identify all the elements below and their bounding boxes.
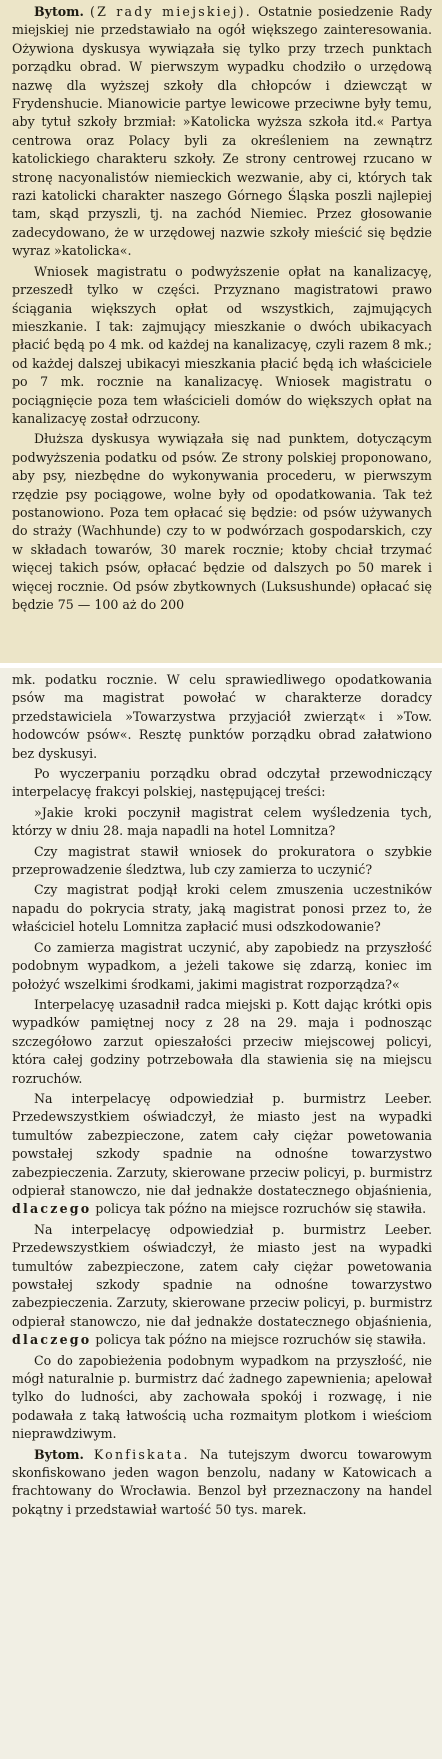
article-header: (Z rady miejskiej). bbox=[89, 4, 252, 19]
paragraph-uzasadnienie: Interpelacyę uzasadnił radca miejski p. Kott dając krótki opis wypadków pamiętnej nocy z 28 na 29. maja i podnosząc szczegółowo zarzut opieszałości przeciw miejscowej policyi, która całej godziny potrzebowała dla stawienia się na miejscu rozruchów. bbox=[12, 996, 432, 1086]
paragraph-odpowiedz-1 bbox=[12, 1090, 432, 1219]
interpellation-question-1: »Jakie kroki poczynił magistrat celem wyśledzenia tych, którzy w dniu 28. maja napadli na hotel Lomnitza? bbox=[12, 804, 432, 839]
newspaper-clipping-top bbox=[0, 0, 442, 663]
interpellation-question-4: Co zamierza magistrat uczynić, aby zapobiedz na przyszłość podobnym wypadkom, a jeżeli takowe się zdarzą, koniec im położyć wszelkimi środkami, jakimi magistrat rozporządza?« bbox=[12, 939, 432, 992]
paragraph-zapobiezenie: Co do zapobieżenia podobnym wypadkom na przyszłość, nie mógł naturalnie p. burmistrz dać żadnego zapewnienia; apelował tylko do ludności, aby zachowała spokój i rozwagę, i nie podawała z taką łatwością ucha rozmaitym plotkom i wieściom nieprawdziwym. bbox=[12, 1352, 432, 1442]
article-town: Bytom. bbox=[34, 1446, 84, 1462]
answer-emphasis: dlaczego bbox=[12, 1332, 92, 1348]
paragraph-kanalizacya: Wniosek magistratu o podwyższenie opłat na kanalizacyę, przeszedł tylko w części. Przyznano magistratowi prawo ściągania większych opłat od wszystkich, zajmujących mieszkanie. I tak: zajmujący mieszkanie o dwóch ubikacyach płacić będą po 4 mk. od każdej na kanalizacyę, czyli razem 8 mk.; od każdej dalszej ubikacyi mieszkania płacić będą ich właściciele po 7 mk. rocznie na kanalizacyę. Wniosek magistratu o pociągnięcie poza tem właścicieli domów do większych opłat na kanalizacyę został odrzucony. bbox=[12, 263, 432, 426]
answer-text: Na interpelacyę odpowiedział p. burmistrz Leeber. Przedewszystkiem oświadczył, że miasto jest na wypadki tumultów zabezpieczone, zatem cały ciężar powetowania powstałej szkody spadnie na odnośne towarzystwo zabezpieczenia. Zarzuty, skierowane przeciw policyi, p. burmistrz odpierał stanowczo, nie dał jednakże dostatecznego objaśnienia, bbox=[12, 1090, 432, 1198]
paragraph-continuation: mk. podatku rocznie. W celu sprawiedliwego opodatkowania psów ma magistrat powołać w charakterze doradcy przedstawiciela »Towarzystwa przyjaciół zwierząt« i »Tow. hodowców psów«. Resztę punktów porządku obrad załatwiono bez dyskusyi. bbox=[12, 672, 432, 761]
article-body: Na tutejszym dworcu towarowym skonfiskowano jeden wagon benzolu, nadany w Katowicach a frachtowany do Wrocławia. Benzol był przeznaczony na handel pokątny i przedstawiał wartość 50 tys. marek. bbox=[12, 1446, 433, 1517]
interpellation-question-2: Czy magistrat stawił wniosek do prokuratora o szybkie przeprowadzenie śledztwa, lub czy zamierza to uczynić? bbox=[12, 843, 432, 878]
interpellation-question-3: Czy magistrat podjął kroki celem zmuszenia uczestników napadu do pokrycia straty, jaką magistrat ponosi przez to, że właściciel hotelu Lomnitza zapłacić musi odszkodowanie? bbox=[12, 882, 432, 935]
article-konfiskata bbox=[12, 1446, 432, 1520]
answer-emphasis: dlaczego bbox=[12, 1201, 92, 1217]
answer-text: Na interpelacyę odpowiedział p. burmistrz Leeber. Przedewszystkiem oświadczył, że miasto jest na wypadki tumultów zabezpieczone, zatem cały ciężar powetowania powstałej szkody spadnie na odnośne towarzystwo zabezpieczenia. Zarzuty, skierowane przeciw policyi, p. burmistrz odpierał stanowczo, nie dał jednakże dostatecznego objaśnienia, bbox=[12, 1221, 432, 1329]
article-header: Konfiskata. bbox=[93, 1446, 190, 1462]
paragraph-podatek-od-psow: Dłuższa dyskusya wywiązała się nad punktem, dotyczącym podwyższenia podatku od psów. Ze strony polskiej proponowano, aby psy, niezbędne do wykonywania procederu, w pierwszym rzędzie psy pociągowe, wolne były od opodatkowania. Tak też postanowiono. Poza tem opłacać się będzie: od psów używanych do straży (Wachhunde) czy to w podwórzach gospodarskich, czy w składach towarów, 30 marek rocznie; ktoby chciał trzymać więcej takich psów, opłacać będzie od dalszych po 50 marek i więcej rocznie. Od psów zbytkownych (Luksushunde) opłacać się będzie 75 — 100 aż do 200 bbox=[12, 431, 432, 612]
article-town: Bytom. bbox=[34, 4, 84, 19]
answer-text-end: policya tak późno na miejsce rozruchów się stawiła. bbox=[95, 1201, 427, 1217]
article-body: Ostatnie posiedzenie Rady miejskiej nie przedstawiało na ogół większego zainteresowania. Ożywiona dyskusya wywiązała się tylko przy trzech punktach porządku obrad. W pierwszym wypadku chodziło o urzędową nazwę dla wyższej szkoły dla chłopców i dziewcząt w Frydenshucie. Mianowicie partye lewicowe przeciwne były temu, aby tytuł szkoły brzmiał: »Katolicka wyższa szkoła itd.« Partya centrowa oraz Polacy byli za określeniem na zewnątrz katolickiego charakteru szkoły. Ze strony centrowej rzucano w stronę nacyonalistów niemieckich wezwanie, aby ci, których tak razi katolicki charakter naszego Górnego Śląska poszli najlepiej tam, skąd przyszli, tj. na zachód Niemiec. Przez głosowanie zadecydowano, że w urzędowej nazwie szkoły mieścić się będzie wyraz »katolicka«. bbox=[12, 4, 432, 259]
article-rada-miejska bbox=[12, 3, 432, 261]
paragraph-odpowiedz-2 bbox=[12, 1221, 432, 1350]
paragraph-interpelacya-intro: Po wyczerpaniu porządku obrad odczytał przewodniczący interpelacyę frakcyi polskiej, następującej treści: bbox=[12, 766, 432, 800]
answer-text-end: policya tak późno na miejsce rozruchów się stawiła. bbox=[95, 1332, 427, 1348]
newspaper-clipping-bottom bbox=[0, 668, 442, 1759]
